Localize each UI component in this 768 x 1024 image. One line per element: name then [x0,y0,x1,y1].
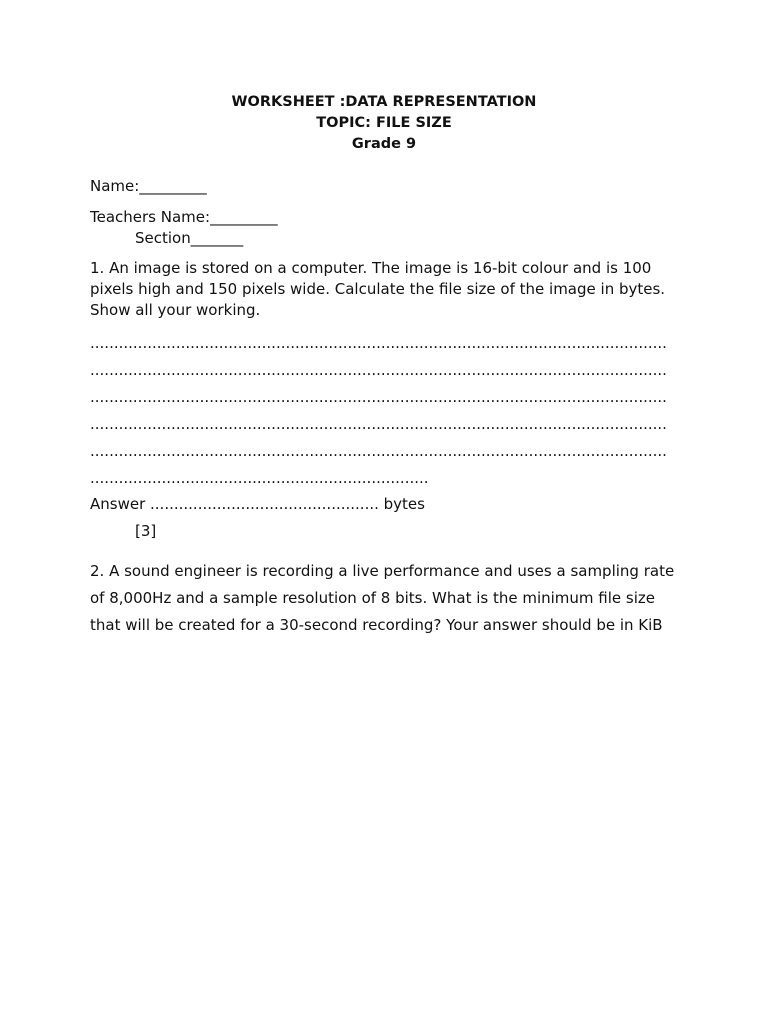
worksheet-grade: Grade 9 [351,136,417,152]
question-1-line: 1. An image is stored on a computer. The image is 16-bit colour and is 100 [90,259,652,277]
worksheet-title: WORKSHEET :DATA REPRESENTATION [231,94,537,110]
section-field: Section_______ [135,229,244,247]
question-2-line: 2. A sound engineer is recording a live performance and uses a sampling rate [90,562,675,580]
worksheet-header [0,92,768,155]
question-2-line: that will be created for a 30-second recording? Your answer should be in KiB [90,616,663,634]
answer-working-line: ....................................................................... [90,469,429,487]
answer-bytes-line: Answer ................................................ bytes [90,495,425,513]
question-1-marks: [3] [135,522,157,540]
answer-working-line: ......................................................................................................................... [90,361,667,379]
answer-working-line: ......................................................................................................................... [90,415,667,433]
question-1 [90,258,690,321]
answer-working-line: ......................................................................................................................... [90,442,667,460]
question-2 [90,558,710,639]
question-2-line: of 8,000Hz and a sample resolution of 8 bits. What is the minimum file size [90,589,655,607]
name-field: Name:_________ [90,177,207,195]
teacher-name-field: Teachers Name:_________ [90,208,278,226]
answer-working-line: ......................................................................................................................... [90,388,667,406]
answer-working-line: ......................................................................................................................... [90,334,667,352]
worksheet-topic: TOPIC: FILE SIZE [316,115,452,131]
question-1-line: pixels high and 150 pixels wide. Calculate the file size of the image in bytes. [90,280,666,298]
question-1-line: Show all your working. [90,301,261,319]
